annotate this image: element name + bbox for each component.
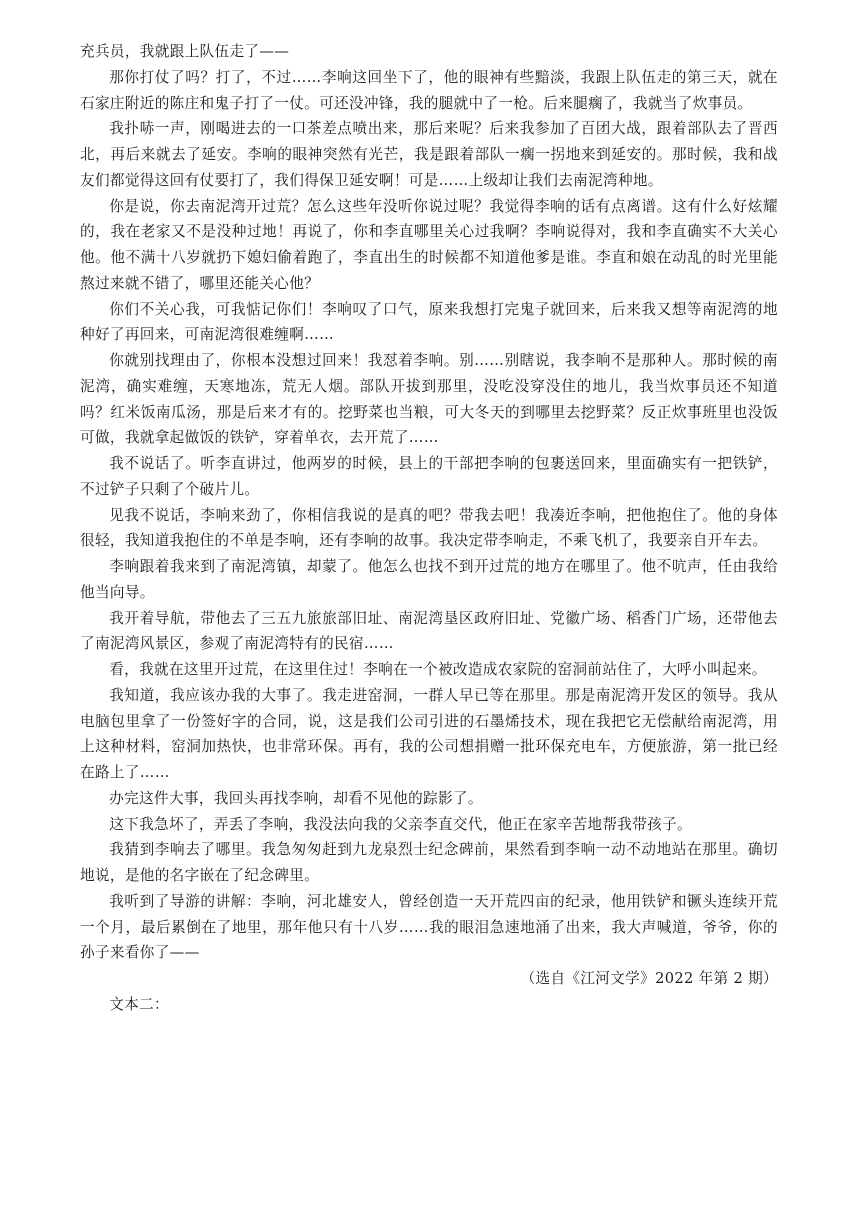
paragraph: 这下我急坏了，弄丢了李响，我没法向我的父亲李直交代，他正在家辛苦地帮我带孩子。 xyxy=(109,815,692,833)
paragraph: 我不说话了。听李直讲过，他两岁的时候，县上的干部把李响的包裹送回来，里面确实有一把铁铲，不过铲子只剩了个破片儿。 xyxy=(80,455,778,498)
paragraph: 李响跟着我来到了南泥湾镇，却蒙了。他怎么也找不到开过荒的地方在哪里了。他不吭声，任由我给他当向导。 xyxy=(80,558,778,601)
source-citation: （选自《江河文学》2022 年第 2 期） xyxy=(520,970,778,987)
paragraph: 我开着导航，带他去了三五九旅旅部旧址、南泥湾垦区政府旧址、党徽广场、稻香门广场，还带他去了南泥湾风景区，参观了南泥湾特有的民宿…… xyxy=(80,609,778,653)
paragraph: 你们不关心我，可我惦记你们！李响叹了口气，原来我想打完鬼子就回来，后来我又想等南泥湾的地种好了再回来，可南泥湾很难缠啊…… xyxy=(80,300,778,344)
article-body xyxy=(80,39,778,1018)
paragraph: 我听到了导游的讲解：李响，河北雄安人，曾经创造一天开荒四亩的纪录，他用铁铲和镢头连续开荒一个月，最后累倒在了地里，那年他只有十八岁……我的眼泪急速地涌了出来，我大声喊道，爷爷，你的孙子来看你了—— xyxy=(80,892,778,962)
paragraph: 见我不说话，李响来劲了，你相信我说的是真的吧？带我去吧！我凑近李响，把他抱住了。他的身体很轻，我知道我抱住的不单是李响，还有李响的故事。我决定带李响走，不乘飞机了，我要亲自开车去。 xyxy=(80,506,778,550)
paragraph: 你就别找理由了，你根本没想过回来！我怼着李响。别……别瞎说，我李响不是那种人。那时候的南泥湾，确实难缠，天寒地冻，荒无人烟。部队开拔到那里，没吃没穿没住的地儿，我当炊事员还不知道吗？红米饭南瓜汤，那是后来才有的。挖野菜也当粮，可大冬天的到哪里去挖野菜？反正炊事班里也没饭可做，我就拿起做饭的铁铲，穿着单衣，去开荒了…… xyxy=(80,352,778,447)
paragraph: 我知道，我应该办我的大事了。我走进窑洞，一群人早已等在那里。那是南泥湾开发区的领导。我从电脑包里拿了一份签好字的合同，说，这是我们公司引进的石墨烯技术，现在我把它无偿献给南泥湾，用上这种材料，窑洞加热快，也非常环保。再有，我的公司想捐赠一批环保充电车，方便旅游，第一批已经在路上了…… xyxy=(80,686,778,781)
paragraph: 我猜到李响去了哪里。我急匆匆赶到九龙泉烈士纪念碑前，果然看到李响一动不动地站在那里。确切地说，是他的名字嵌在了纪念碑里。 xyxy=(80,841,778,884)
paragraph: 那你打仗了吗？打了，不过……李响这回坐下了，他的眼神有些黯淡，我跟上队伍走的第三天，就在石家庄附近的陈庄和鬼子打了一仗。可还没冲锋，我的腿就中了一枪。后来腿瘸了，我就当了炊事员。 xyxy=(80,68,778,112)
paragraph: 我扑哧一声，刚喝进去的一口茶差点喷出来，那后来呢？后来我参加了百团大战，跟着部队去了晋西北，再后来就去了延安。李响的眼神突然有光芒，我是跟着部队一瘸一拐地来到延安的。那时候，我和战友们都觉得这回有仗要打了，我们得保卫延安啊！可是……上级却让我们去南泥湾种地。 xyxy=(80,120,778,189)
paragraph: 看，我就在这里开过荒，在这里住过！李响在一个被改造成农家院的窑洞前站住了，大呼小叫起来。 xyxy=(109,661,767,678)
section-heading: 文本二： xyxy=(109,995,169,1013)
paragraph: 充兵员，我就跟上队伍走了—— xyxy=(80,43,290,60)
paragraph: 你是说，你去南泥湾开过荒？怎么这些年没听你说过呢？我觉得李响的话有点离谱。这有什么好炫耀的，我在老家又不是没种过地！再说了，你和李直哪里关心过我啊？李响说得对，我和李直确实不大关心他。他不满十八岁就扔下媳妇偷着跑了，李直出生的时候都不知道他爹是谁。李直和娘在动乱的时光里能熬过来就不错了，哪里还能关心他？ xyxy=(80,197,778,292)
paragraph: 办完这件大事，我回头再找李响，却看不见他的踪影了。 xyxy=(109,789,483,807)
